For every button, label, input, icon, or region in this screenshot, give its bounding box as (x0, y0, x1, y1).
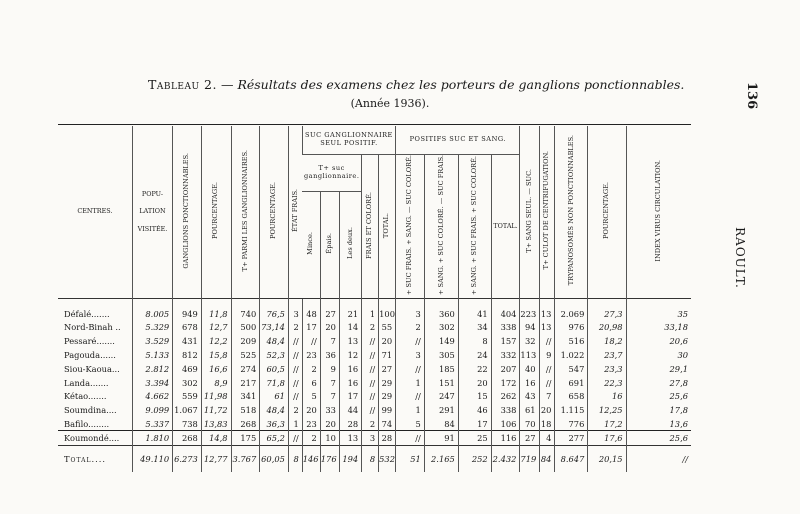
total-cell: 176 (320, 445, 339, 472)
population-line-3: VISITÉE. (137, 224, 168, 233)
table-cell: 469 (173, 362, 202, 376)
table-cell: 20,98 (588, 321, 626, 335)
table-cell: 17,8 (626, 403, 691, 417)
table-cell: // (302, 334, 320, 348)
table-cell: 404 (491, 307, 520, 321)
table-cell: 32 (520, 334, 539, 348)
table-cell: 84 (424, 417, 458, 431)
table-cell: 1 (362, 307, 379, 321)
table-cell: 33,18 (626, 321, 691, 335)
total-cell: 252 (458, 445, 491, 472)
table-cell: 3.529 (132, 334, 172, 348)
table-cell: 7 (320, 376, 339, 390)
table-cell: 71 (379, 348, 396, 362)
col-pourcentage-3: POURCENTAGE. (588, 126, 626, 298)
table-cell: 11,98 (201, 389, 231, 403)
table-cell: 151 (424, 376, 458, 390)
table-cell: 25,6 (626, 389, 691, 403)
table-cell: 71,8 (260, 376, 289, 390)
col-t-culot: T+ CULOT DE CENTRIFUGATION. (539, 126, 555, 298)
table-cell: 207 (491, 362, 520, 376)
table-cell: 4 (539, 431, 555, 445)
total-cell: 20,15 (588, 445, 626, 472)
table-row (58, 403, 691, 417)
table-cell: 175 (231, 431, 260, 445)
table-row (58, 348, 691, 362)
table-cell: 4.662 (132, 389, 172, 403)
table-cell: 17 (339, 389, 361, 403)
table-row (58, 307, 691, 321)
table-cell: 94 (520, 321, 539, 335)
table-cell: 262 (491, 389, 520, 403)
row-centre-name: Kétao....... (64, 391, 107, 402)
table-cell: 518 (231, 403, 260, 417)
table-cell: 65,2 (260, 431, 289, 445)
table-cell: 516 (555, 334, 588, 348)
table-cell: 12 (339, 348, 361, 362)
table-cell: 6 (302, 376, 320, 390)
table-cell: 678 (173, 321, 202, 335)
table-cell: 217 (231, 376, 260, 390)
table-cell: 48 (302, 307, 320, 321)
table-cell: 27,3 (588, 307, 626, 321)
table-cell: 2 (396, 321, 425, 335)
table-cell: 360 (424, 307, 458, 321)
table-cell: 48,4 (260, 334, 289, 348)
table-cell: 13 (539, 321, 555, 335)
table-row (58, 376, 691, 390)
table-cell: 29 (379, 376, 396, 390)
table-cell: 9 (539, 348, 555, 362)
table-cell: // (362, 348, 379, 362)
row-centre-name: Soumdina.... (64, 405, 117, 416)
table-cell: 22,3 (588, 376, 626, 390)
table-cell: 20 (379, 334, 396, 348)
table-cell: 2 (302, 362, 320, 376)
header-separator (58, 298, 691, 307)
table-cell: 1.115 (555, 403, 588, 417)
row-centre-name: Siou-Kaoua... (64, 363, 120, 374)
table-cell: // (396, 431, 425, 445)
table-cell: 305 (424, 348, 458, 362)
table-cell: 1 (396, 403, 425, 417)
table-cell: 268 (173, 431, 202, 445)
table-cell: 10 (320, 431, 339, 445)
table-cell: 46 (458, 403, 491, 417)
table-cell: 23,7 (588, 348, 626, 362)
table-cell: // (288, 389, 302, 403)
col-pourcentage-1: POURCENTAGE. (201, 126, 231, 298)
table-cell: 7 (320, 334, 339, 348)
table-cell: 29,1 (626, 362, 691, 376)
population-line-1: POPU- (141, 189, 164, 198)
table-cell: 20 (320, 417, 339, 431)
table-cell: // (288, 362, 302, 376)
table-cell: // (362, 389, 379, 403)
table-cell: 2.069 (555, 307, 588, 321)
row-centre-name: Landa....... (64, 377, 109, 388)
table-cell: 1 (288, 417, 302, 431)
table-cell: 812 (173, 348, 202, 362)
row-centre-name: Nord-Binah .. (64, 322, 121, 333)
table-cell: 17 (302, 321, 320, 335)
table-cell: 17,6 (588, 431, 626, 445)
col-total-2: TOTAL. (491, 155, 520, 299)
table-cell: 100 (379, 308, 395, 319)
table-cell: 61 (260, 389, 289, 403)
table-cell: 8,9 (201, 376, 231, 390)
population-line-2: LATION (139, 207, 166, 216)
table-cell: 20 (458, 376, 491, 390)
table-title (148, 77, 685, 95)
table-cell: 34 (458, 321, 491, 335)
table-cell: 157 (491, 334, 520, 348)
table-cell: 36,3 (260, 417, 289, 431)
row-centre-name: Koumondé.... (64, 432, 120, 443)
table-cell: // (362, 334, 379, 348)
results-table (58, 126, 691, 472)
table-cell: 1.067 (173, 403, 202, 417)
row-centre-name: Pessaré....... (64, 336, 115, 347)
total-cell: 719 (520, 445, 539, 472)
table-cell: 27 (320, 307, 339, 321)
table-cell: 658 (555, 389, 588, 403)
author-running-head: RAOULT. (733, 227, 747, 289)
table-cell: 547 (555, 362, 588, 376)
total-cell: 12,77 (201, 445, 231, 472)
table-cell: 559 (173, 389, 202, 403)
table-cell: 2 (362, 321, 379, 335)
col-t-sang: T+ SANG SEUL. — SUC. (520, 126, 539, 298)
col-mince: Mince. (306, 232, 315, 255)
table-cell: 30 (626, 348, 691, 362)
total-cell: 146 (302, 445, 320, 472)
table-cell: 16 (520, 376, 539, 390)
table-cell: 332 (491, 348, 520, 362)
table-cell: 36 (320, 348, 339, 362)
table-cell: 5 (396, 417, 425, 431)
table-cell: // (539, 362, 555, 376)
table-cell: 113 (520, 348, 539, 362)
table-cell: 291 (424, 403, 458, 417)
table-cell: 5.337 (132, 417, 172, 431)
col-les-deux: Les deux. (339, 191, 361, 298)
total-cell: 51 (396, 445, 425, 472)
table-cell: 8.005 (132, 307, 172, 321)
group-positifs: POSITIFS SUC ET SANG. (396, 126, 520, 155)
table-cell: 70 (520, 417, 539, 431)
table-cell: 23,3 (588, 362, 626, 376)
table-cell: 185 (424, 362, 458, 376)
total-cell: // (626, 445, 691, 472)
table-cell: 13 (339, 431, 361, 445)
table-cell: 13,83 (201, 417, 231, 431)
total-cell: 3.767 (231, 445, 260, 472)
table-cell: 23 (302, 348, 320, 362)
table-cell: 15,8 (201, 348, 231, 362)
table-cell: 14 (339, 321, 361, 335)
table-cell: 27 (379, 362, 396, 376)
group-suc-ganglionnaire: SUC GANGLIONNAIRE SEUL POSITIF. (302, 126, 395, 155)
table-cell: 12,25 (588, 403, 626, 417)
table-cell: // (288, 348, 302, 362)
table-cell: 48,4 (260, 403, 289, 417)
total-cell: 2.432 (491, 445, 520, 472)
title-dash: — (216, 77, 238, 92)
total-cell: 6.273 (173, 445, 202, 472)
table-cell: 1.022 (555, 348, 588, 362)
table-cell: 1.810 (132, 431, 172, 445)
table-cell: 3 (362, 431, 379, 445)
table-cell: 949 (173, 307, 202, 321)
table-cell: // (396, 389, 425, 403)
table-cell: 13 (339, 334, 361, 348)
table-cell: 20 (302, 403, 320, 417)
table-cell: 13,6 (626, 417, 691, 431)
row-centre-name: Défalé....... (64, 308, 110, 319)
table-cell: // (362, 403, 379, 417)
table-cell: 776 (555, 417, 588, 431)
table-cell: 20 (539, 403, 555, 417)
table-cell: 16,6 (201, 362, 231, 376)
table-row (58, 334, 691, 348)
table-row (58, 362, 691, 376)
table-cell: 2 (288, 321, 302, 335)
table-cell: 3 (396, 307, 425, 321)
table-cell: 2.812 (132, 362, 172, 376)
table-cell: // (288, 431, 302, 445)
table-cell: 16 (339, 362, 361, 376)
table-subtitle: (Année 1936). (350, 97, 430, 110)
table-cell: 28 (379, 431, 396, 445)
table-cell: 20 (320, 321, 339, 335)
table-cell: // (396, 362, 425, 376)
col-pos-3: + SANG. + SUC FRAIS. + SUC COLORÉ. (458, 155, 491, 299)
table-cell: // (539, 376, 555, 390)
table-cell: // (362, 376, 379, 390)
table-cell: 20,6 (626, 334, 691, 348)
table-cell: 274 (231, 362, 260, 376)
table-cell: 99 (379, 403, 396, 417)
table-cell: 5.329 (132, 321, 172, 335)
row-centre-name: Bafilo........ (64, 418, 110, 429)
table-cell: 12,7 (201, 321, 231, 335)
header-row-top (58, 126, 691, 155)
group-t-plus-suc: T+ suc ganglionnaire. (302, 155, 361, 192)
table-cell: 116 (491, 431, 520, 445)
table-cell: 40 (520, 362, 539, 376)
col-centres: CENTRES. (77, 207, 113, 216)
table-caption: Résultats des examens chez les porteurs de ganglions ponctionnables. (237, 77, 685, 92)
row-centre-name: Pagouda...... (64, 349, 116, 360)
table-cell: 41 (458, 307, 491, 321)
table-cell: 11,8 (201, 307, 231, 321)
table-cell: 52,3 (260, 348, 289, 362)
col-t-plus: T+ PARMI LES GANGLIONNAIRES. (231, 126, 260, 298)
table-cell: 5 (302, 389, 320, 403)
table-cell: 33 (320, 403, 339, 417)
table-cell: 91 (424, 431, 458, 445)
table-cell: 73,14 (260, 321, 289, 335)
table-label: Tableau 2. (148, 77, 217, 92)
table-cell: 9.099 (132, 403, 172, 417)
col-index: INDEX VIRUS CIRCULATION. (626, 126, 691, 298)
total-cell: 2.165 (424, 445, 458, 472)
table-cell: 8 (458, 334, 491, 348)
col-etat-frais: ÉTAT FRAIS. (288, 126, 302, 298)
col-epais: Épais. (320, 191, 339, 298)
table-cell: 209 (231, 334, 260, 348)
page-number: 136 (744, 82, 759, 110)
table-cell: 2 (362, 417, 379, 431)
table-cell: 277 (555, 431, 588, 445)
table-cell: // (539, 334, 555, 348)
col-frais-colore: FRAIS ET COLORÉ. (362, 155, 379, 299)
col-pourcentage-2: POURCENTAGE. (260, 126, 289, 298)
total-label: Total.... (58, 445, 132, 472)
table-cell: 27 (520, 431, 539, 445)
table-cell: 740 (231, 307, 260, 321)
table-row (58, 417, 691, 431)
total-cell: 8 (362, 445, 379, 472)
table-cell: 23 (302, 417, 320, 431)
table-cell: // (288, 334, 302, 348)
table-cell: 17 (458, 417, 491, 431)
total-cell: 194 (339, 445, 361, 472)
table-cell: 76,5 (260, 307, 289, 321)
col-pos-1: + SUC FRAIS. + SANG. — SUC COLORÉ. (396, 155, 425, 299)
table-cell: 976 (555, 321, 588, 335)
col-pos-2: + SANG. + SUC COLORÉ. — SUC FRAIS. (424, 155, 458, 299)
table-cell: 172 (491, 376, 520, 390)
table-cell: 302 (424, 321, 458, 335)
total-cell: 84 (539, 445, 555, 472)
table-cell: 16 (339, 376, 361, 390)
total-cell: 532 (379, 445, 396, 472)
table-cell: 223 (520, 307, 539, 321)
table-row (58, 389, 691, 403)
table-row (58, 321, 691, 335)
table-cell: 61 (520, 403, 539, 417)
table-cell: 7 (320, 389, 339, 403)
col-population (132, 126, 172, 298)
total-cell: 8.647 (555, 445, 588, 472)
table-cell: // (362, 362, 379, 376)
table-cell: 60,5 (260, 362, 289, 376)
table-cell: 691 (555, 376, 588, 390)
table-cell: 29 (379, 389, 396, 403)
total-cell: 49.110 (132, 445, 172, 472)
table-cell: 18,2 (588, 334, 626, 348)
table-cell: // (396, 334, 425, 348)
table-cell: 13 (539, 307, 555, 321)
col-trypanosomes: TRYPANOSOMÉS NON PONCTIONNABLES. (555, 126, 588, 298)
table-cell: 431 (173, 334, 202, 348)
table-cell: 43 (520, 389, 539, 403)
table-cell: 7 (539, 389, 555, 403)
table-cell: 3.394 (132, 376, 172, 390)
table-cell: 55 (379, 321, 396, 335)
total-row (58, 445, 691, 472)
table-cell: 25 (458, 431, 491, 445)
table-cell: 74 (379, 417, 396, 431)
table-cell: 3 (288, 307, 302, 321)
table-cell: 149 (424, 334, 458, 348)
table-cell: 500 (231, 321, 260, 335)
table-cell: 5.133 (132, 348, 172, 362)
total-cell: 8 (288, 445, 302, 472)
table-cell: 1 (396, 376, 425, 390)
table-cell: 44 (339, 403, 361, 417)
col-total-1: TOTAL. (379, 155, 396, 299)
table-cell: 27,8 (626, 376, 691, 390)
table-cell: 11,72 (201, 403, 231, 417)
col-ganglions: GANGLIONS PONCTIONNABLES. (173, 126, 202, 298)
table-row (58, 431, 691, 445)
table-cell: 738 (173, 417, 202, 431)
table-cell: 22 (458, 362, 491, 376)
table-cell: 338 (491, 403, 520, 417)
table-cell: 25,6 (626, 431, 691, 445)
table-cell: 247 (424, 389, 458, 403)
table-cell: 21 (339, 307, 361, 321)
table-cell: 3 (396, 348, 425, 362)
table-cell: 18 (539, 417, 555, 431)
table-cell: 2 (288, 403, 302, 417)
table-cell: 268 (231, 417, 260, 431)
table-cell: 28 (339, 417, 361, 431)
table-cell: 525 (231, 348, 260, 362)
table-cell: 16 (588, 389, 626, 403)
table-cell: 35 (626, 307, 691, 321)
total-cell: 60,05 (260, 445, 289, 472)
table-cell: 302 (173, 376, 202, 390)
table-cell: 24 (458, 348, 491, 362)
table-cell: // (288, 376, 302, 390)
table-cell: 17,2 (588, 417, 626, 431)
table-cell: 12,2 (201, 334, 231, 348)
table-cell: 2 (302, 431, 320, 445)
table-cell: 15 (458, 389, 491, 403)
table-cell: 9 (320, 362, 339, 376)
table-cell: 106 (491, 417, 520, 431)
table-body (58, 307, 691, 472)
table-cell: 14,8 (201, 431, 231, 445)
table-cell: 341 (231, 389, 260, 403)
table-cell: 338 (491, 321, 520, 335)
